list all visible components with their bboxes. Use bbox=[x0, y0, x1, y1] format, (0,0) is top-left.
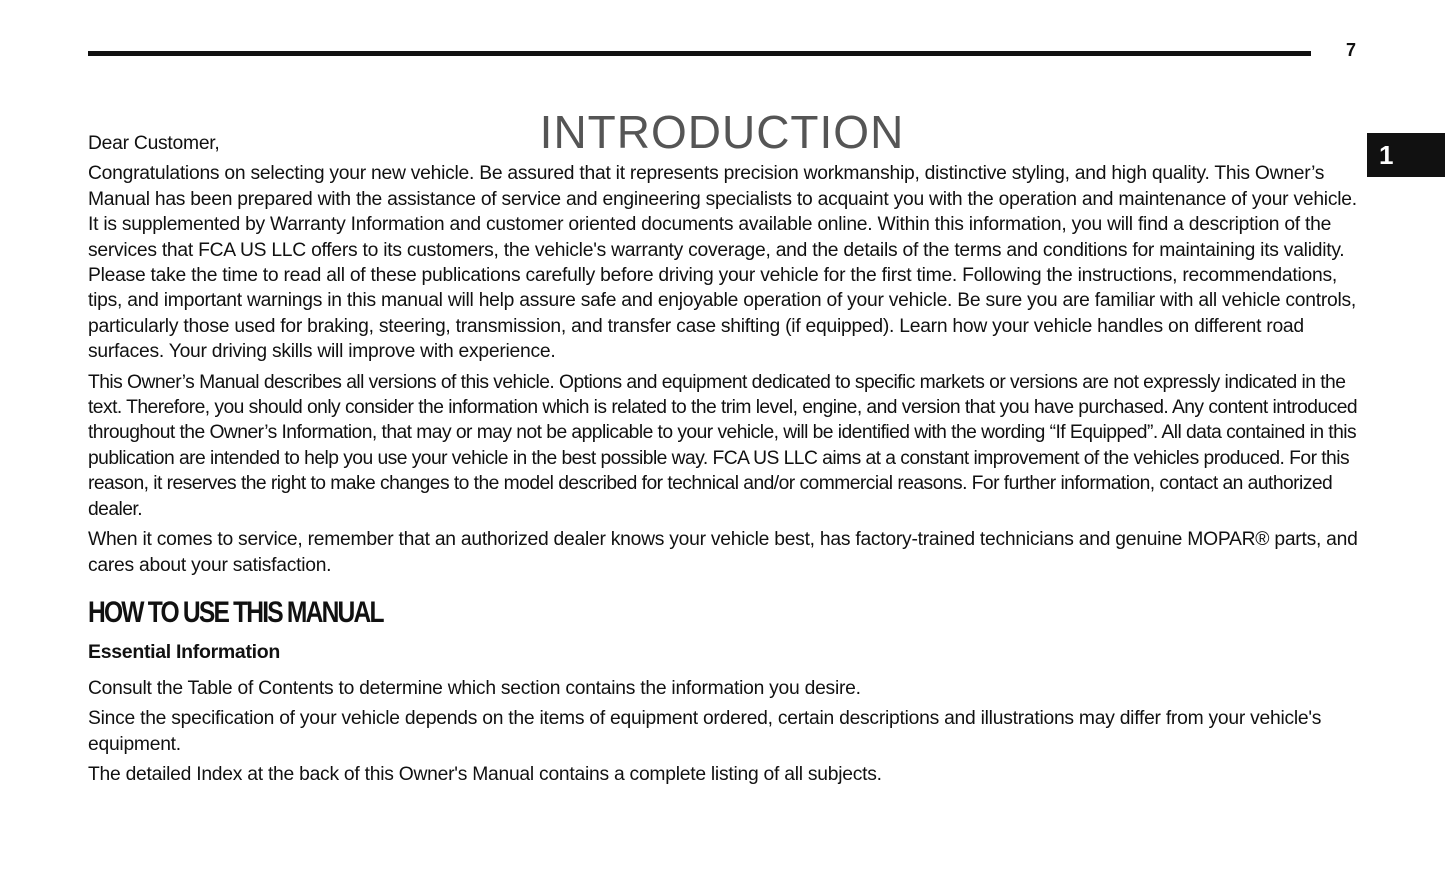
section-heading: HOW TO USE THIS MANUAL bbox=[88, 595, 383, 629]
page-content bbox=[88, 131, 1358, 793]
index-paragraph: The detailed Index at the back of this Owner's Manual contains a complete listing of all subjects. bbox=[88, 764, 882, 786]
chapter-title: INTRODUCTION bbox=[539, 105, 905, 158]
table-of-contents-paragraph: Consult the Table of Contents to determine which section contains the information you desire. bbox=[88, 677, 861, 699]
greeting: Dear Customer, bbox=[88, 133, 220, 154]
specification-paragraph: Since the specification of your vehicle depends on the items of equipment ordered, certain descriptions and illustrations may differ from your vehicle's equipment. bbox=[88, 708, 1322, 755]
versions-paragraph: This Owner’s Manual describes all versions of this vehicle. Options and equipment dedicated to specific markets or versions are not expressly indicated in the text. Therefore, you should only consider the information which is related to the trim level, engine, and version that you have purchased. Any content introduced throughout the Owner’s Information, that may or may not be applicable to your vehicle, will be identified with the wording “If Equipped”. All data contained in this publication are intended to help you use your vehicle in the best possible way. FCA US LLC aims at a constant improvement of the vehicles produced. For this reason, it reserves the right to make changes to the model described for technical and/or commercial reasons. For further information, contact an authorized dealer. bbox=[88, 371, 1358, 520]
chapter-tab: 1 bbox=[1367, 133, 1445, 177]
header-rule bbox=[88, 51, 1311, 56]
intro-paragraph: Congratulations on selecting your new vehicle. Be assured that it represents precision workmanship, distinctive styling, and high quality. This Owner’s Manual has been prepared with the assistance of service and engineering specialists to acquaint you with the operation and maintenance of your vehicle. It is supplemented by Warranty Information and customer oriented documents available online. Within this information, you will find a description of the services that FCA US LLC offers to its customers, the vehicle's warranty coverage, and the details of the terms and conditions for maintaining its validity. Please take the time to read all of these publications carefully before driving your vehicle for the first time. Following the instructions, recommendations, tips, and important warnings in this manual will help assure safe and enjoyable operation of your vehicle. Be sure you are familiar with all vehicle controls, particularly those used for braking, steering, transmission, and transfer case shifting (if equipped). Learn how your vehicle handles on different road surfaces. Your driving skills will improve with experience. bbox=[88, 163, 1357, 363]
service-paragraph: When it comes to service, remember that an authorized dealer knows your vehicle best, has factory-trained technicians and genuine MOPAR® parts, and cares about your satisfaction. bbox=[88, 529, 1358, 576]
subheading: Essential Information bbox=[88, 640, 280, 663]
page-number: 7 bbox=[1345, 40, 1356, 60]
